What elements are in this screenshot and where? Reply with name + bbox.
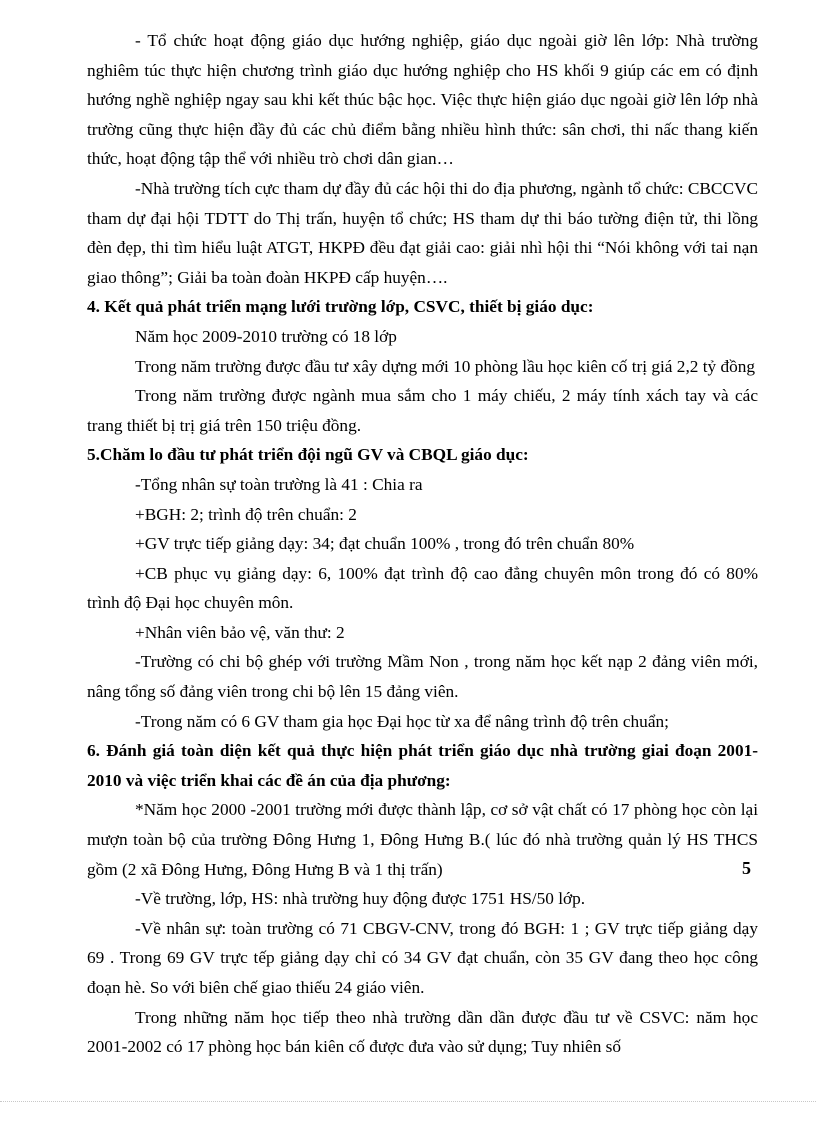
paragraph-support-staff: +CB phục vụ giảng dạy: 6, 100% đạt trình độ cao đẳng chuyên môn trong đó có 80% trình độ Đại học chuyên môn. (87, 563, 758, 613)
document-body (87, 26, 758, 1062)
paragraph-equipment: Trong năm trường được ngành mua sắm cho 1 máy chiếu, 2 máy tính xách tay và các trang thiết bị trị giá trên 150 triệu đồng. (87, 386, 758, 435)
paragraph-teachers: +GV trực tiếp giảng dạy: 34; đạt chuẩn 100% , trong đó trên chuẩn 80% (135, 534, 635, 554)
paragraph-bgh: +BGH: 2; trình độ trên chuẩn: 2 (135, 504, 357, 524)
paragraph-investment: Trong những năm học tiếp theo nhà trường dần dần được đầu tư về CSVC: năm học 2001-2002 có 17 phòng học bán kiên cố được đưa vào sử dụng; Tuy nhiên số (87, 1007, 758, 1057)
paragraph-total-staff: -Tổng nhân sự toàn trường là 41 : Chia ra (135, 474, 423, 494)
page-bottom-divider (0, 1101, 816, 1102)
paragraph-personnel: -Về nhân sự: toàn trường có 71 CBGV-CNV, trong đó BGH: 1 ; GV trực tiếp giảng dạy 69 . Trong 69 GV trực tếp giảng dạy chỉ có 34 GV đạt chuẩn, còn 35 GV đang theo học công đoạn hè. So với biên chế giao thiếu 24 giáo viên. (87, 918, 758, 997)
paragraph-competitions: -Nhà trường tích cực tham dự đầy đủ các hội thi do địa phương, ngành tổ chức: CBCCVC tham dự đại hội TDTT do Thị trấn, huyện tổ chức; HS tham dự thi báo tường điện tử, thi lồng đèn đẹp, thi tìm hiểu luật ATGT, HKPĐ đều đạt giải cao: giải nhì hội thi “Nói không với tai nạn giao thông”; Giải ba toàn đoàn HKPĐ cấp huyện…. (87, 178, 758, 287)
heading-section-5: 5.Chăm lo đầu tư phát triển đội ngũ GV và CBQL giáo dục: (87, 445, 529, 465)
paragraph-distance-learning: -Trong năm có 6 GV tham gia học Đại học từ xa để nâng trình độ trên chuẩn; (135, 711, 669, 731)
paragraph-founding: *Năm học 2000 -2001 trường mới được thành lập, cơ sở vật chất có 17 phòng học còn lại mượn toàn bộ của trường Đông Hưng 1, Đông Hưng B.( lúc đó nhà trường quản lý HS THCS gồm (2 xã Đông Hưng, Đông Hưng B và 1 thị trấn) (87, 800, 758, 879)
paragraph-guards: +Nhân viên bảo vệ, văn thư: 2 (135, 622, 345, 642)
paragraph-party-cell: -Trường có chi bộ ghép với trường Mầm Non , trong năm học kết nạp 2 đảng viên mới, nâng tổng số đảng viên trong chi bộ lên 15 đảng viên. (87, 652, 758, 702)
paragraph-class-count: Năm học 2009-2010 trường có 18 lớp (135, 326, 397, 346)
paragraph-new-rooms: Trong năm trường được đầu tư xây dựng mới 10 phòng lầu học kiên cố trị giá 2,2 tỷ đồng (135, 356, 756, 376)
heading-section-4: 4. Kết quả phát triển mạng lưới trường lớp, CSVC, thiết bị giáo dục: (87, 297, 594, 317)
paragraph-students: -Về trường, lớp, HS: nhà trường huy động được 1751 HS/50 lớp. (135, 889, 586, 909)
paragraph-career-guidance: - Tổ chức hoạt động giáo dục hướng nghiệp, giáo dục ngoài giờ lên lớp: Nhà trường nghiêm túc thực hiện chương trình giáo dục hướng nghiệp cho HS khối 9 giúp các em có định hướng nghề nghiệp ngay sau khi kết thúc bậc học. Việc thực hiện giáo dục ngoài giờ lên lớp nhà trường cũng thực hiện đầy đủ các chủ điểm bằng nhiều hình thức: sân chơi, thi nấc thang kiến thức, hoạt động tập thể với nhiều trò chơi dân gian… (87, 31, 758, 169)
page-number: 5 (742, 858, 751, 878)
heading-section-6: 6. Đánh giá toàn diện kết quả thực hiện phát triển giáo dục nhà trường giai đoạn 2001-2010 và việc triển khai các đề án của địa phương: (87, 741, 758, 790)
